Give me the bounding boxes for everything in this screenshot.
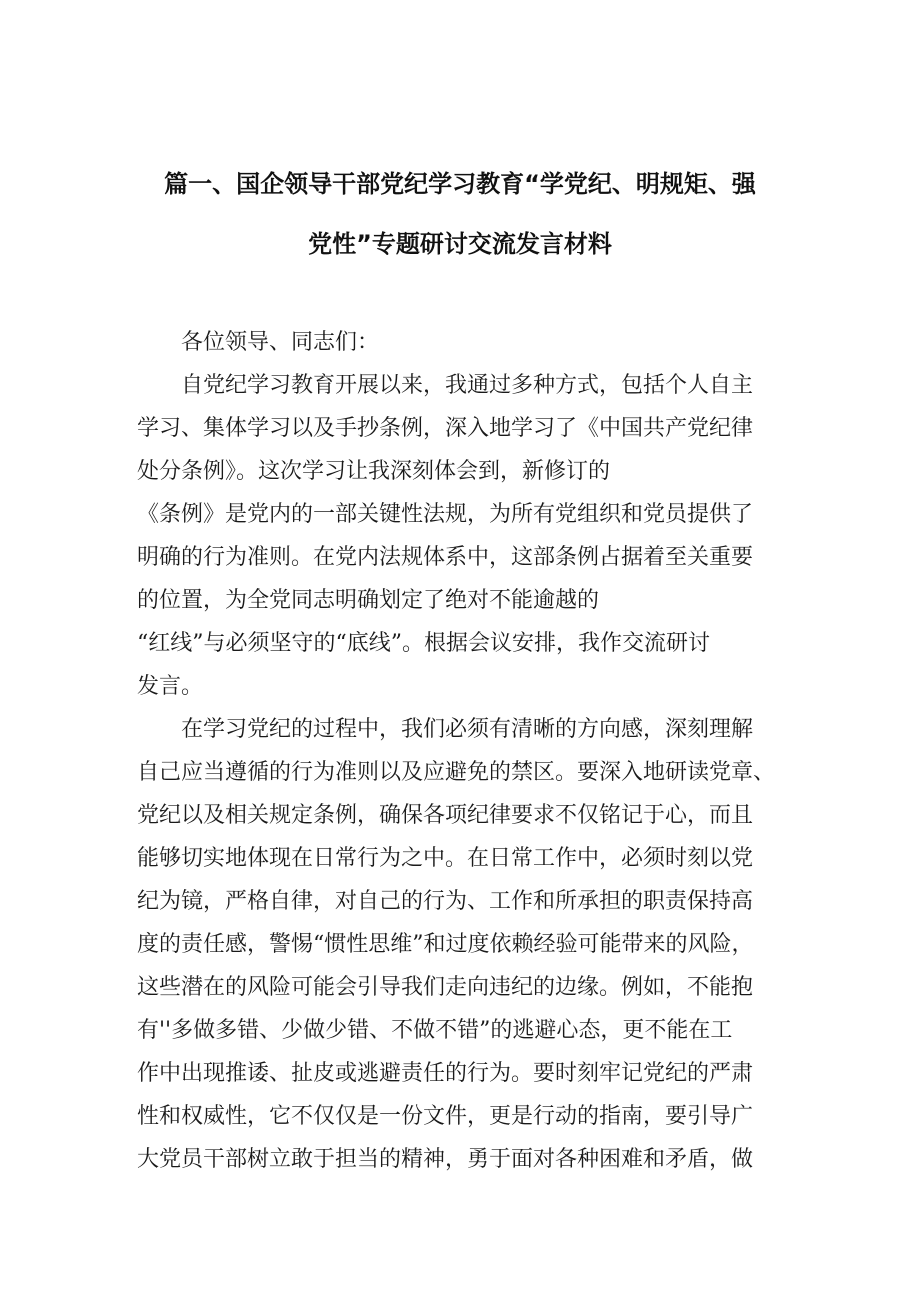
- document-title-line-1: 篇一、国企领导干部党纪学习教育“学党纪、明规矩、强: [164, 170, 756, 198]
- paragraph-line: 发言。: [137, 674, 204, 699]
- paragraph-line: 性和权威性，它不仅仅是一份文件，更是行动的指南，要引导广: [137, 1104, 754, 1129]
- paragraph-line: 度的责任感，警惕“惯性思维”和过度依赖经验可能带来的风险，: [137, 932, 754, 957]
- paragraph-line: 处分条例》。这次学习让我深刻体会到，新修订的: [137, 459, 611, 484]
- paragraph-line: 这些潜在的风险可能会引导我们走向违纪的边缘。例如，不能抱: [137, 975, 754, 1000]
- paragraph-line: 《条例》是党内的一部关键性法规，为所有党组织和党员提供了: [137, 502, 754, 527]
- paragraph-line: 能够切实地体现在日常行为之中。在日常工作中，必须时刻以党: [137, 846, 754, 871]
- paragraph-line: 自己应当遵循的行为准则以及应避免的禁区。要深入地研读党章、: [137, 760, 776, 785]
- paragraph-line: 学习、集体学习以及手抄条例，深入地学习了《中国共产党纪律: [137, 416, 754, 441]
- paragraph-line: 的位置，为全党同志明确划定了绝对不能逾越的: [137, 588, 600, 613]
- paragraph-line: 有''多做多错、少做少错、不做不错”的逃避心态，更不能在工: [137, 1018, 733, 1043]
- paragraph-line: 明确的行为准则。在党内法规体系中，这部条例占据着至关重要: [137, 545, 754, 570]
- salutation: 各位领导、同志们：: [181, 330, 380, 355]
- paragraph-line: 大党员干部树立敢于担当的精神，勇于面对各种困难和矛盾，做: [137, 1147, 754, 1172]
- paragraph-line: “红线”与必须坚守的“底线”。根据会议安排，我作交流研讨: [137, 631, 710, 656]
- paragraph-line: 纪为镜，严格自律，对自己的行为、工作和所承担的职责保持高: [137, 889, 754, 914]
- paragraph-line: 党纪以及相关规定条例，确保各项纪律要求不仅铭记于心，而且: [137, 803, 754, 828]
- document-title-line-2: 党性”专题研讨交流发言材料: [308, 230, 612, 258]
- paragraph-line: 在学习党纪的过程中，我们必须有清晰的方向感，深刻理解: [181, 717, 754, 742]
- paragraph-line: 作中出现推诿、扯皮或逃避责任的行为。要时刻牢记党纪的严肃: [137, 1061, 754, 1086]
- paragraph-line: 自党纪学习教育开展以来，我通过多种方式，包括个人自主: [181, 373, 754, 398]
